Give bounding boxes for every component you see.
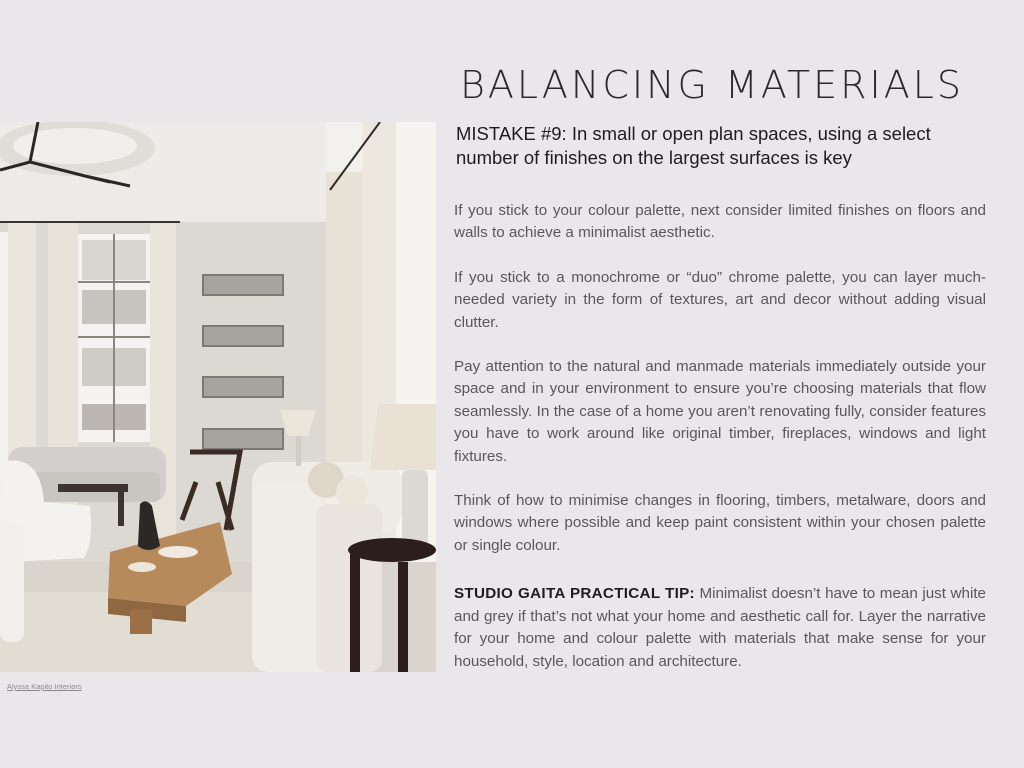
interior-photo xyxy=(0,122,436,672)
practical-tip xyxy=(454,583,986,673)
body-text xyxy=(454,200,986,695)
tip-label: STUDIO GAITA PRACTICAL TIP: xyxy=(454,585,695,603)
paragraph-finishes: If you stick to your colour palette, next consider limited finishes on floors and walls to achieve a minimalist aesthetic. xyxy=(454,202,986,242)
photo-credit-link[interactable]: Alyssa Kapito Interiors xyxy=(7,682,82,691)
paragraph-materials: Pay attention to the natural and manmade materials immediately outside your space and in your environment to ensure you’re choosing materials that flow seamlessly. In the case of a home you aren’t renovating fully, consider features you have to work around like original timber, fireplaces, windows and light fixtures. xyxy=(454,358,986,465)
page-title: BALANCING MATERIALS xyxy=(460,63,964,107)
paragraph-minimise-changes: Think of how to minimise changes in flooring, timbers, metalware, doors and windows where possible and keep paint consistent within your chosen palette or single colour. xyxy=(454,492,986,554)
tip-text: Minimalist doesn’t have to mean just white and grey if that’s not what your home and aesthetic call for. Layer the narrative for your home and colour palette with materials that make sense for your household, style, location and architecture. xyxy=(454,585,987,670)
mistake-subheading: MISTAKE #9: In small or open plan spaces, using a select number of finishes on the largest surfaces is key xyxy=(456,123,931,168)
paragraph-monochrome: If you stick to a monochrome or “duo” chrome palette, you can layer much-needed variety in the form of textures, art and decor without adding visual clutter. xyxy=(454,268,986,331)
